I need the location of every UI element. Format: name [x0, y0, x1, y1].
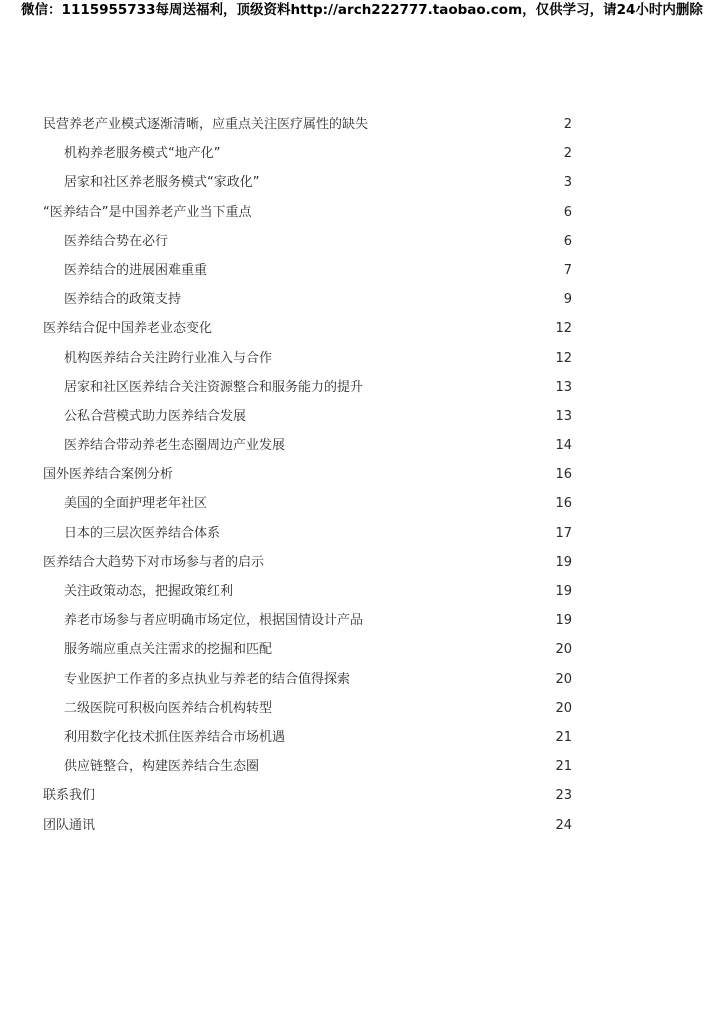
toc-entry[interactable]	[0, 519, 724, 548]
toc-entry[interactable]	[0, 431, 724, 460]
toc-entry-title: 居家和社区养老服务模式“家政化”	[64, 175, 260, 191]
toc-entry[interactable]	[0, 256, 724, 285]
toc-entry-page-number: 12	[555, 321, 572, 337]
toc-entry-page-number: 24	[555, 817, 572, 833]
toc-entry[interactable]	[0, 139, 724, 168]
toc-entry[interactable]	[0, 110, 724, 139]
toc-entry-page-number: 6	[563, 233, 572, 249]
toc-entry-page-number: 17	[555, 525, 572, 541]
toc-entry-page-number: 23	[555, 788, 572, 804]
toc-entry[interactable]	[0, 752, 724, 781]
toc-entry[interactable]	[0, 402, 724, 431]
toc-entry-title: 公私合营模式助力医养结合发展	[64, 408, 247, 424]
toc-entry-title: 团队通讯	[43, 817, 96, 833]
toc-entry-page-number: 20	[555, 700, 572, 716]
toc-entry-title: 美国的全面护理老年社区	[64, 496, 208, 512]
toc-entry[interactable]	[0, 606, 724, 635]
toc-entry-page-number: 16	[555, 496, 572, 512]
toc-entry[interactable]	[0, 460, 724, 489]
toc-entry-title: 服务端应重点关注需求的挖掘和匹配	[64, 642, 273, 658]
watermark-banner: 微信：1115955733每周送福利，顶级资料http://arch222777.taobao.com，仅供学习，请24小时内删除	[21, 2, 703, 18]
toc-entry-page-number: 21	[555, 729, 572, 745]
toc-entry-page-number: 14	[555, 438, 572, 454]
toc-entry-page-number: 20	[555, 642, 572, 658]
toc-entry-title: 居家和社区医养结合关注资源整合和服务能力的提升	[64, 379, 364, 395]
toc-entry[interactable]	[0, 198, 724, 227]
toc-entry-title: 医养结合势在必行	[64, 233, 169, 249]
toc-entry[interactable]	[0, 577, 724, 606]
toc-entry-title: 专业医护工作者的多点执业与养老的结合值得探索	[64, 671, 351, 687]
toc-entry-page-number: 19	[555, 584, 572, 599]
toc-entry-page-number: 6	[563, 204, 572, 220]
toc-entry[interactable]	[0, 373, 724, 402]
toc-entry-page-number: 2	[563, 117, 572, 132]
toc-entry[interactable]	[0, 635, 724, 664]
toc-entry-title: 医养结合促中国养老业态变化	[43, 321, 213, 337]
toc-entry[interactable]	[0, 168, 724, 197]
toc-entry[interactable]	[0, 314, 724, 343]
toc-entry-page-number: 12	[555, 350, 572, 366]
toc-entry[interactable]	[0, 489, 724, 518]
toc-entry-title: 民营养老产业模式逐渐清晰，应重点关注医疗属性的缺失	[43, 117, 369, 132]
toc-entry-title: 二级医院可积极向医养结合机构转型	[64, 700, 273, 716]
toc-entry-page-number: 20	[555, 671, 572, 687]
toc-entry-page-number: 19	[555, 613, 572, 629]
toc-entry[interactable]	[0, 781, 724, 810]
toc-entry[interactable]	[0, 811, 724, 840]
toc-entry-title: 医养结合大趋势下对市场参与者的启示	[43, 554, 265, 570]
table-of-contents	[0, 110, 724, 840]
toc-entry-title: 医养结合的政策支持	[64, 292, 182, 308]
toc-entry[interactable]	[0, 227, 724, 256]
toc-entry[interactable]	[0, 344, 724, 373]
toc-entry-page-number: 7	[563, 262, 572, 278]
toc-entry[interactable]	[0, 285, 724, 314]
toc-entry-page-number: 16	[555, 467, 572, 483]
toc-entry-title: 机构养老服务模式“地产化”	[64, 146, 221, 162]
toc-entry-page-number: 9	[563, 292, 572, 308]
toc-entry-title: 供应链整合，构建医养结合生态圈	[64, 759, 260, 775]
toc-entry-page-number: 13	[555, 408, 572, 424]
toc-entry-title: 国外医养结合案例分析	[43, 467, 174, 483]
toc-entry-page-number: 2	[563, 146, 572, 162]
toc-entry-title: 机构医养结合关注跨行业准入与合作	[64, 350, 273, 366]
toc-entry-title: “医养结合”是中国养老产业当下重点	[43, 204, 252, 220]
toc-entry[interactable]	[0, 548, 724, 577]
toc-entry-page-number: 19	[555, 554, 572, 570]
toc-entry[interactable]	[0, 723, 724, 752]
toc-entry-title: 医养结合带动养老生态圈周边产业发展	[64, 438, 286, 454]
toc-entry[interactable]	[0, 694, 724, 723]
toc-entry-title: 关注政策动态，把握政策红利	[64, 584, 234, 599]
toc-entry[interactable]	[0, 665, 724, 694]
toc-entry-title: 联系我们	[43, 788, 96, 804]
toc-entry-title: 日本的三层次医养结合体系	[64, 525, 221, 541]
toc-entry-title: 医养结合的进展困难重重	[64, 262, 208, 278]
toc-entry-page-number: 13	[555, 379, 572, 395]
toc-entry-title: 养老市场参与者应明确市场定位，根据国情设计产品	[64, 613, 364, 629]
toc-entry-title: 利用数字化技术抓住医养结合市场机遇	[64, 729, 286, 745]
toc-entry-page-number: 3	[563, 175, 572, 191]
toc-entry-page-number: 21	[555, 759, 572, 775]
